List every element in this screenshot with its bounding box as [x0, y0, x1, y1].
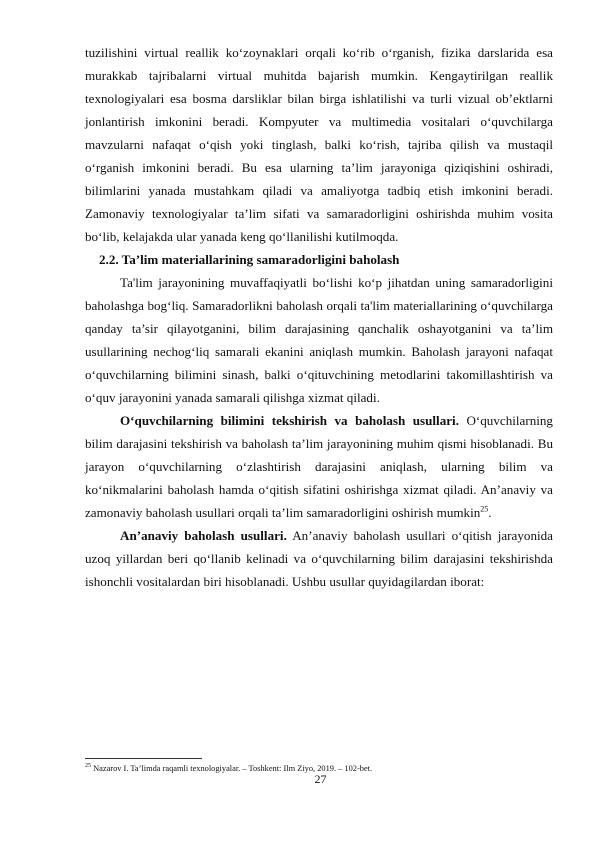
footnote-divider	[85, 758, 202, 759]
paragraph-continued: tuzilishini virtual reallik ko‘zoynaklari orqali ko‘rib o‘rganish, fizika darslarida esa murakkab tajribalarni virtual muhitda bajarish mumkin. Kengaytirilgan reallik texnologiyalari esa bosma darsliklar bilan birga ishlatilishi va turli vizual ob’ektlarni jonlantirish imkonini beradi. Kompyuter va multimedia vositalari o‘quvchilarga mavzularni nafaqat o‘qish yoki tinglash, balki ko‘rish, tajriba qilish va mustaqil o‘rganish imkonini beradi. Bu esa ularning ta’lim jarayoniga qiziqishini oshiradi, bilimlarini yanada mustahkam qiladi va amaliyotga tadbiq etish imkonini beradi. Zamonaviy texnologiyalar ta’lim sifati va samaradorligini oshirishda muhim vosita bo‘lib, kelajakda ular yanada keng qo‘llanilishi kutilmoqda.	[85, 45, 553, 244]
page-number: 27	[314, 772, 327, 786]
footnote-text: Nazarov I. Ta’limda raqamli texnologiyalar. – Toshkent: Ilm Ziyo, 2019. – 102-bet.	[91, 763, 373, 773]
paragraph-traditional-methods	[85, 524, 553, 593]
section-heading: 2.2. Ta’lim materiallarining samaradorligini baholash	[99, 252, 400, 267]
page-body	[85, 41, 553, 593]
footnote-number: 25	[85, 763, 91, 769]
methods-title: O‘quvchilarning bilimini tekshirish va baholash usullari.	[120, 413, 459, 428]
traditional-title: An’anaviy baholash usullari.	[120, 528, 287, 543]
paragraph-assessment-methods	[85, 409, 553, 524]
footnote-reference[interactable]: 25	[480, 504, 489, 514]
paragraph-intro: Ta'lim jarayonining muvaffaqiyatli bo‘lishi ko‘p jihatdan uning samaradorligini baholashga bog‘liq. Samaradorlikni baholash orqali ta'lim materiallarining o‘quvchilarga qanday ta’sir qilayotganini, bilim darajasining qanchalik oshayotganini va ta’lim usullarining nechog‘liq samarali ekanini aniqlash mumkin. Baholash jarayoni nafaqat o‘quvchilarning bilimini sinash, balki o‘qituvchining metodlarini takomillashtirish va o‘quv jarayonini yanada samarali qilishga xizmat qiladi.	[85, 275, 553, 405]
methods-end: .	[488, 505, 492, 520]
methods-text: O‘quvchilarning bilim darajasini tekshirish va baholash ta’lim jarayonining muhim qismi hisoblanadi. Bu jarayon o‘quvchilarning o‘zlashtirish darajasini aniqlash, ularning bilim va ko‘nikmalarini baholash hamda o‘qitish sifatini oshirishga xizmat qiladi. An’anaviy va zamonaviy baholash usullari orqali ta’lim samaradorligini oshirish mumkin	[85, 413, 553, 520]
traditional-text: An’anaviy baholash usullari o‘qitish jarayonida uzoq yillardan beri qo‘llanib kelinadi va o‘quvchilarning bilim darajasini tekshirishda ishonchli vositalardan biri hisoblanadi. Ushbu usullar quyidagilardan iborat:	[85, 528, 553, 589]
